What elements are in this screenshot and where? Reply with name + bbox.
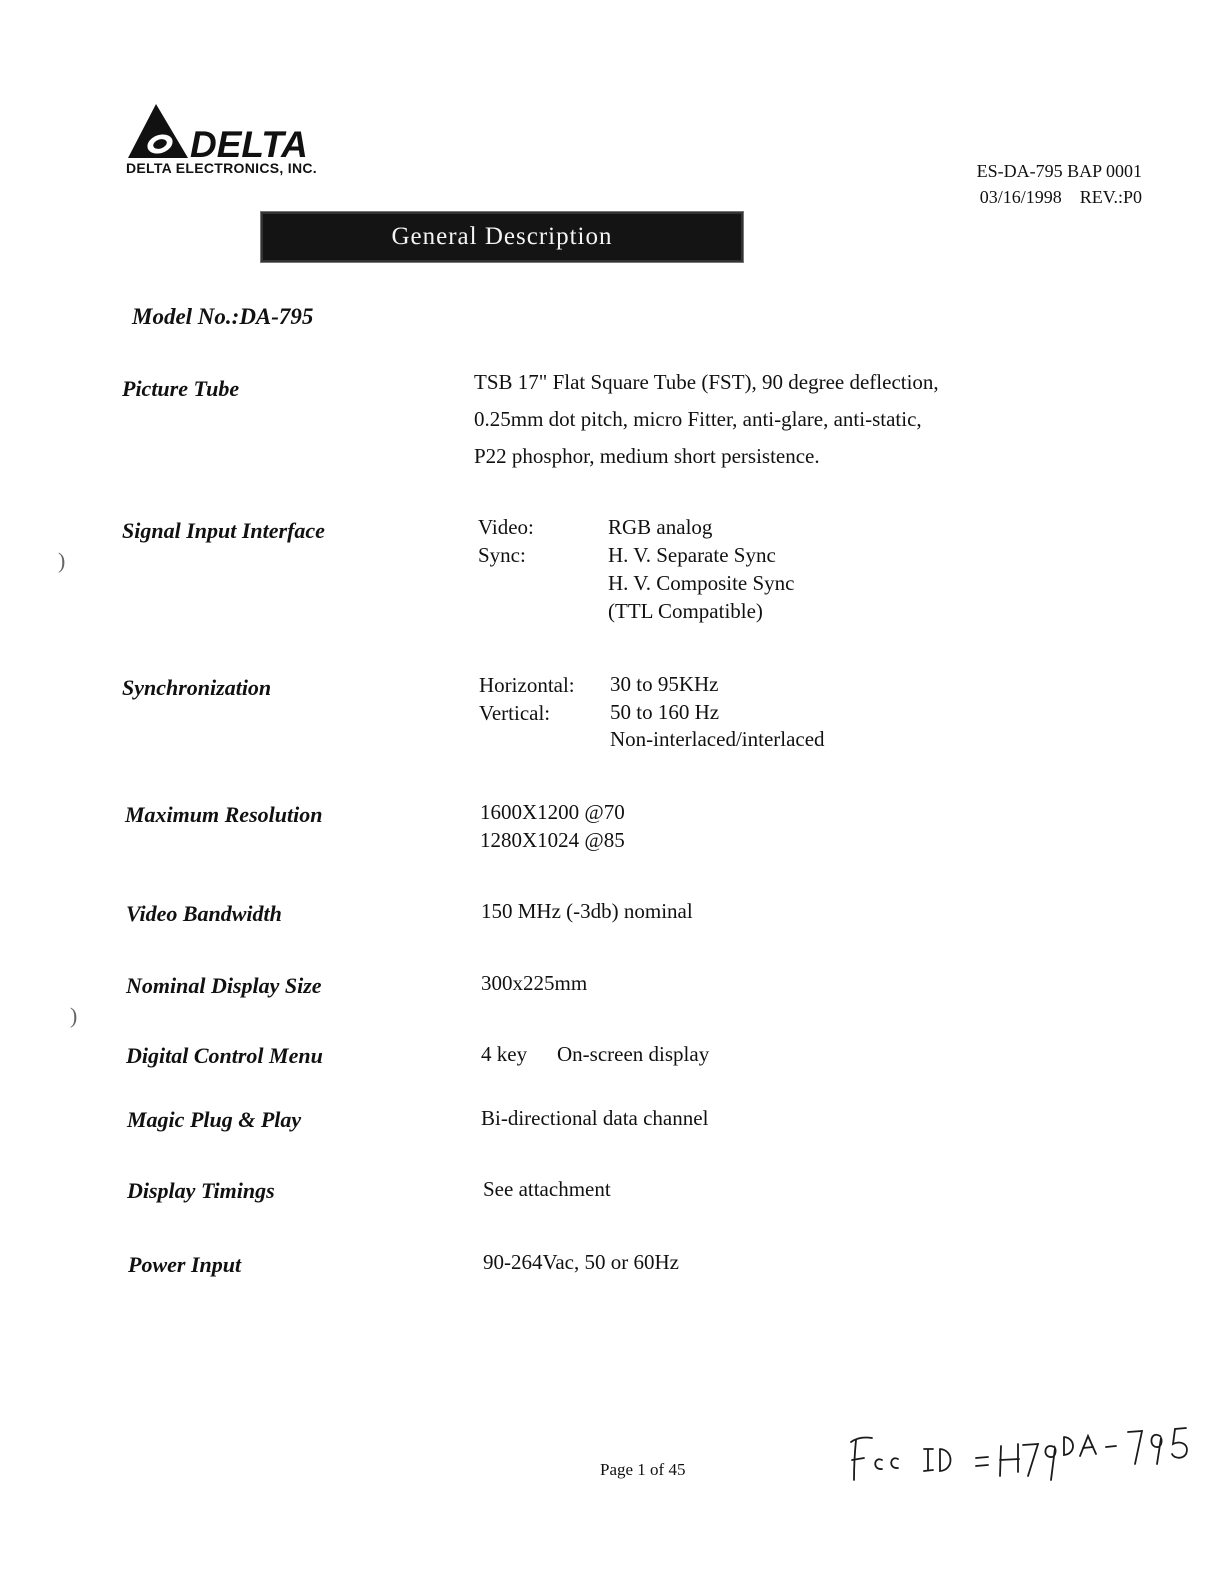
label-display-timings: Display Timings <box>127 1178 275 1203</box>
label-picture-tube: Picture Tube <box>122 376 240 401</box>
doc-revision: REV.:P0 <box>1079 187 1142 207</box>
binder-hole-mark: ) <box>70 1003 78 1028</box>
picture-tube-line: 0.25mm dot pitch, micro Fitter, anti-glare, anti-static, <box>474 407 922 431</box>
sync-horizontal-label: Horizontal: <box>479 673 575 697</box>
document-reference <box>977 158 1142 210</box>
value-video-bandwidth: 150 MHz (-3db) nominal <box>481 899 693 923</box>
sync-value: (TTL Compatible) <box>608 599 763 623</box>
label-synchronization: Synchronization <box>122 675 272 700</box>
signal-sync-label: Sync: <box>478 543 526 567</box>
delta-triangle-icon <box>126 100 366 160</box>
banner-title: General Description <box>391 223 613 250</box>
picture-tube-line: P22 phosphor, medium short persistence. <box>474 444 820 468</box>
label-control-menu: Digital Control Menu <box>126 1043 323 1068</box>
handwritten-signature-icon <box>848 1420 1204 1490</box>
company-name: DELTA ELECTRONICS, INC. <box>126 160 317 176</box>
sync-interlace-value: Non-interlaced/interlaced <box>610 727 825 751</box>
sync-vertical-value: 50 to 160 Hz <box>610 700 720 724</box>
section-banner <box>261 212 743 262</box>
label-max-resolution: Maximum Resolution <box>125 802 323 827</box>
value-control-menu-osd: On-screen display <box>557 1042 710 1066</box>
sync-horizontal-value: 30 to 95KHz <box>610 672 719 696</box>
fcc-id-handwritten <box>848 1420 1204 1495</box>
sync-value: H. V. Composite Sync <box>608 571 795 595</box>
doc-date: 03/16/1998 <box>979 187 1062 207</box>
delta-logo <box>126 100 366 180</box>
label-plug-play: Magic Plug & Play <box>127 1107 302 1132</box>
label-display-size: Nominal Display Size <box>126 973 322 998</box>
page-number: Page 1 of 45 <box>600 1460 686 1479</box>
value-picture-tube <box>474 368 939 479</box>
value-plug-play: Bi-directional data channel <box>481 1106 709 1130</box>
label-signal-input: Signal Input Interface <box>122 518 325 543</box>
value-control-menu-keys: 4 key <box>481 1042 528 1066</box>
value-max-resolution <box>480 798 625 854</box>
model-number: Model No.:DA-795 <box>132 304 314 329</box>
value-display-size: 300x225mm <box>481 971 588 995</box>
resolution-line: 1600X1200 @70 <box>480 800 625 824</box>
value-power-input: 90-264Vac, 50 or 60Hz <box>483 1250 679 1274</box>
signal-video-label: Video: <box>478 515 534 539</box>
picture-tube-line: TSB 17" Flat Square Tube (FST), 90 degree deflection, <box>474 370 939 394</box>
doc-date-rev <box>977 184 1142 210</box>
doc-number: ES-DA-795 BAP 0001 <box>976 161 1142 181</box>
binder-hole-mark: ) <box>58 548 66 573</box>
label-power-input: Power Input <box>128 1252 242 1277</box>
resolution-line: 1280X1024 @85 <box>480 828 625 852</box>
sync-vertical-label: Vertical: <box>479 701 551 725</box>
sync-value: H. V. Separate Sync <box>608 543 776 567</box>
logo-wordmark: DELTA <box>190 124 308 160</box>
label-video-bandwidth: Video Bandwidth <box>126 901 282 926</box>
signal-sync-values <box>608 541 795 625</box>
value-display-timings: See attachment <box>483 1177 611 1201</box>
signal-video-value: RGB analog <box>608 515 713 539</box>
